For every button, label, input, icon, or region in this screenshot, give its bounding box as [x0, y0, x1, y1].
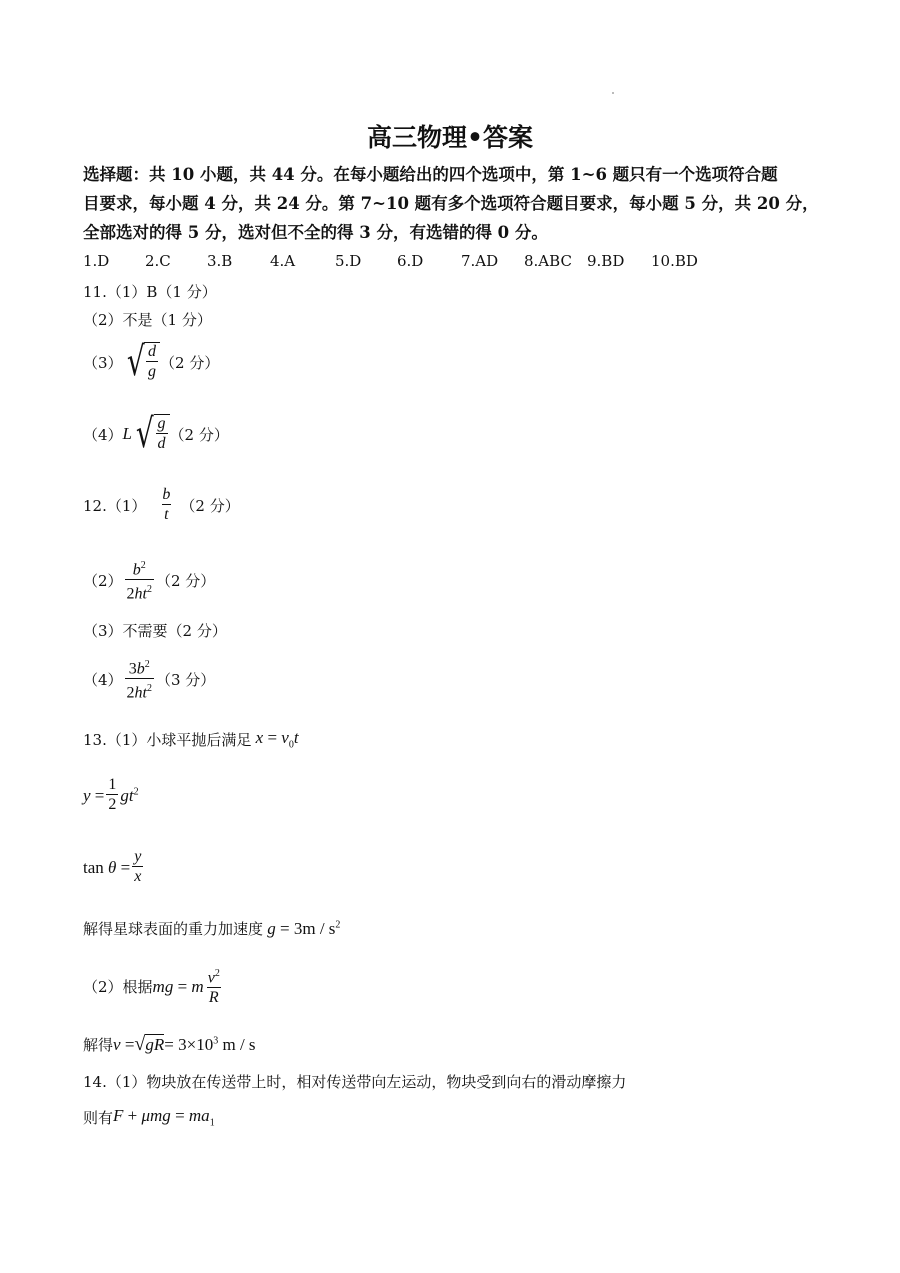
q11-part3-label: （3） [83, 353, 123, 372]
q13-solve-g-label: 解得星球表面的重力加速度 [83, 920, 264, 938]
frac-numerator: d [148, 343, 157, 360]
eq-tan-theta: tan θ = $\frac{y}{x}$ [83, 848, 142, 885]
intro-line-3: 全部选对的得 5 分，选对但不全的得 3 分，有选错的得 0 分。 [83, 223, 548, 242]
q12-part2 [83, 557, 215, 605]
b2-over-2ht2: $\frac{b^2}{2ht^2}$ [126, 560, 152, 603]
q12-part1-label: 12.（1） [83, 497, 147, 515]
q11-part2: （2）不是（1 分） [83, 311, 212, 329]
choice-answer: 3.B [207, 252, 233, 270]
eq-y-half-gt2: y = $\frac{1}{2}$ $gt^2$ [83, 776, 139, 813]
q11-part3 [83, 339, 220, 385]
q11-part4 [83, 411, 229, 457]
sqrt-d-over-g: √ $\frac{d}{g}$ [123, 342, 161, 382]
q12-part4 [83, 656, 215, 704]
q12-part2-score: （2 分） [156, 572, 216, 591]
choice-answer: 8.ABC [524, 252, 572, 270]
choice-answer: 4.A [270, 252, 296, 270]
frac-denominator: d [157, 435, 166, 452]
q14-part2-label: 则有 [83, 1108, 114, 1127]
frac-denominator: t [164, 506, 169, 523]
q12-part3: （3）不需要（2 分） [83, 622, 227, 640]
q13-solve-g: 解得星球表面的重力加速度 $g = 3m / s^2$ [83, 918, 341, 938]
q12-part2-label: （2） [83, 572, 123, 591]
q13-part1 [83, 728, 299, 750]
q13-part2: （2）根据 mg = m $\frac{v^2}{R}$ [83, 968, 220, 1007]
q13-solve-v: 解得 v = √ gR = $3\times 10^3$ m / s [83, 1033, 256, 1055]
choice-answer: 1.D [83, 252, 110, 270]
choice-answer: 5.D [335, 252, 362, 270]
page-title: 高三物理•答案 [367, 123, 533, 152]
scan-dot [612, 92, 614, 94]
q12-part1-score: （2 分） [180, 497, 240, 515]
choice-answer: 10.BD [651, 252, 698, 270]
q14-part2: 则有 $F + \mu mg = ma_1$ [83, 1106, 215, 1129]
q12-part1 [83, 486, 240, 525]
q13-part1-label: 13.（1）小球平抛后满足 [83, 730, 252, 749]
q12-part4-label: （4） [83, 671, 123, 690]
q12-part4-score: （3 分） [156, 671, 216, 690]
q14-part1: 14.（1）物块放在传送带上时，相对传送带向左运动，物块受到向右的滑动摩擦力 [83, 1073, 627, 1091]
var-L: L [122, 424, 133, 443]
3b2-over-2ht2: $\frac{3b^2}{2ht^2}$ [126, 659, 152, 702]
q13-part2-label: （2）根据 [83, 978, 153, 997]
intro-line-2: 目要求，每小题 4 分，共 24 分。第 7~10 题有多个选项符合题目要求，每小题 5 分，共 20 分， [83, 194, 819, 213]
q11-part4-score: （2 分） [169, 425, 229, 444]
intro-line-1: 选择题：共 10 小题，共 44 分。在每小题给出的四个选项中，第 1~6 题只有一个选项符合题 [83, 165, 778, 184]
frac-numerator: b [162, 486, 171, 503]
intro-paragraph [83, 160, 819, 247]
choice-answer: 6.D [397, 252, 424, 270]
q11-part4-label: （4） [83, 425, 123, 444]
frac-numerator: g [157, 415, 166, 432]
q11-part3-score: （2 分） [160, 353, 220, 372]
sqrt-g-over-d: √ $\frac{g}{d}$ [132, 414, 170, 454]
frac-denominator: g [148, 363, 157, 380]
choice-answer: 9.BD [587, 252, 625, 270]
q13-solve-v-label: 解得 [83, 1036, 114, 1054]
choice-answer: 2.C [145, 252, 171, 270]
choice-answer: 7.AD [461, 252, 499, 270]
q11-part1: 11.（1）B（1 分） [83, 283, 217, 301]
eq-x-v0t: $x = v_0t$ [251, 728, 299, 751]
